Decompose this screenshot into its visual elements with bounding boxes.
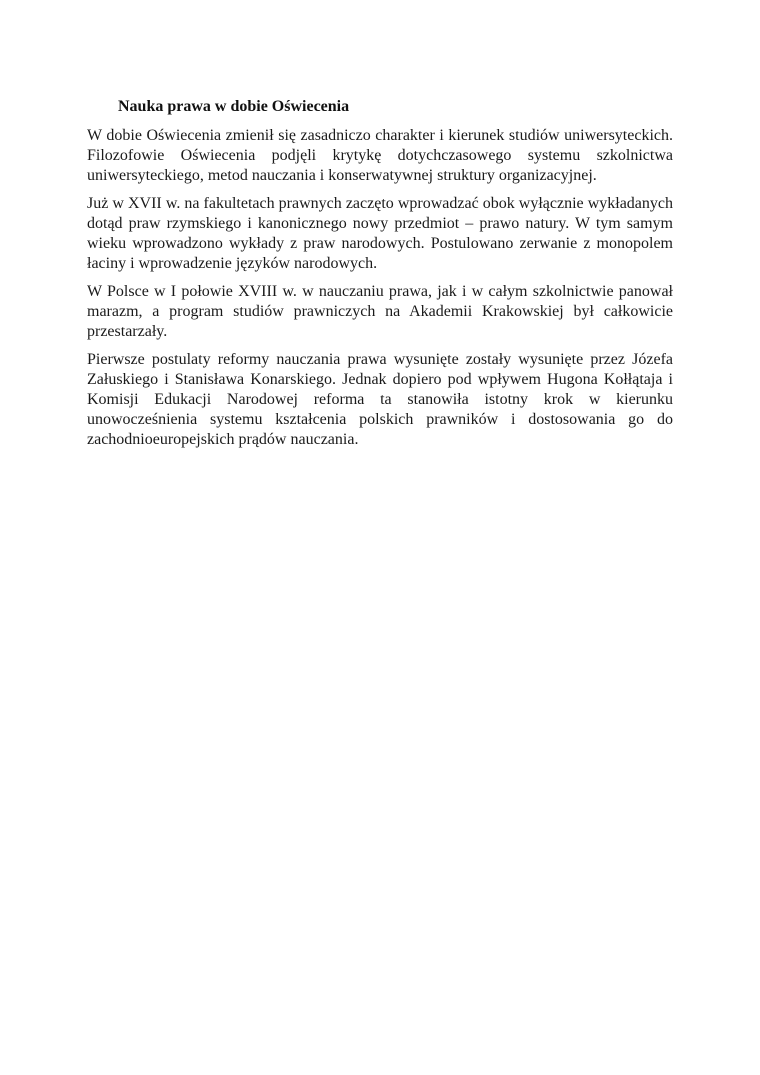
document-title: Nauka prawa w dobie Oświecenia <box>118 98 350 115</box>
paragraph-3: W Polsce w I połowie XVIII w. w nauczaniu prawa, jak i w całym szkolnictwie panował marazm, a program studiów prawniczych na Akademii Krakowskiej był całkowicie przestarzały. <box>87 283 673 340</box>
document-body <box>87 96 673 458</box>
paragraph-4: Pierwsze postulaty reformy nauczania prawa wysunięte zostały wysunięte przez Józefa Załuskiego i Stanisława Konarskiego. Jednak dopiero pod wpływem Hugona Kołłątaja i Komisji Edukacji Narodowej reforma ta stanowiła istotny krok w kierunku unowocześnienia systemu kształcenia polskich prawników i dostosowania go do zachodnioeuropejskich prądów nauczania. <box>87 351 673 448</box>
paragraph-2: Już w XVII w. na fakultetach prawnych zaczęto wprowadzać obok wyłącznie wykładanych dotąd praw rzymskiego i kanonicznego nowy przedmiot – prawo natury. W tym samym wieku wprowadzono wykłady z praw narodowych. Postulowano zerwanie z monopolem łaciny i wprowadzenie języków narodowych. <box>87 195 673 272</box>
paragraph-1: W dobie Oświecenia zmienił się zasadniczo charakter i kierunek studiów uniwersyteckich. Filozofowie Oświecenia podjęli krytykę dotychczasowego systemu szkolnictwa uniwersyteckiego, metod nauczania i konserwatywnej struktury organizacyjnej. <box>87 127 673 184</box>
